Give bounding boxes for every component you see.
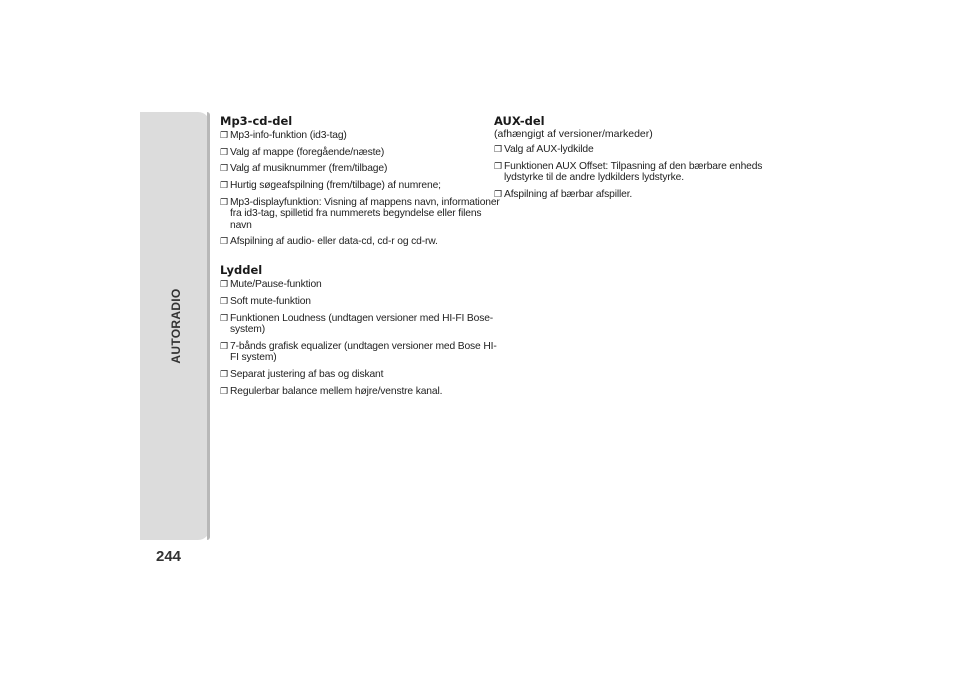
page-number: 244 — [156, 548, 182, 565]
list-item: ❐ Valg af musiknummer (frem/tilbage) — [220, 163, 388, 175]
checkbox-bullet-icon: ❐ — [220, 340, 228, 351]
checkbox-bullet-icon: ❐ — [220, 130, 228, 140]
checkbox-bullet-icon: ❐ — [220, 279, 228, 290]
list-item: ❐ Valg af mappe (foregående/næste) — [220, 146, 385, 158]
checkbox-bullet-icon: ❐ — [220, 295, 228, 306]
checkbox-bullet-icon: ❐ — [494, 160, 502, 171]
checkbox-bullet-icon: ❐ — [220, 368, 228, 379]
checkbox-bullet-icon: ❐ — [220, 312, 228, 323]
section-title-aux: AUX-del — [494, 114, 545, 128]
list-item: ❐ Afspilning af audio- eller data-cd, cd-r og cd-rw. — [220, 236, 438, 248]
section-subtitle-aux: (afhængigt af versioner/markeder) — [494, 128, 653, 140]
list-item: ❐ Afspilning af bærbar afspiller. — [494, 188, 633, 200]
section-title-sound: Lyddel — [220, 263, 263, 278]
chapter-label: AUTORADIO — [169, 288, 183, 364]
list-item: ❐ Mp3-info-funktion (id3-tag) — [220, 130, 347, 141]
list-item: ❐ 7-bånds grafisk equalizer (undtagen versioner med Bose HI-FI system) — [220, 340, 497, 364]
sound-list — [220, 279, 505, 397]
checkbox-bullet-icon: ❐ — [220, 180, 228, 191]
checkbox-bullet-icon: ❐ — [494, 188, 502, 199]
checkbox-bullet-icon: ❐ — [220, 385, 228, 396]
list-item: ❐ Hurtig søgeafspilning (frem/tilbage) af numrene; — [220, 180, 441, 192]
aux-list — [494, 144, 769, 200]
right-column — [494, 114, 769, 206]
left-column — [220, 114, 505, 402]
checkbox-bullet-icon: ❐ — [220, 196, 228, 207]
list-item: ❐ Funktionen Loudness (undtagen versioner med HI-FI Bose-system) — [220, 312, 494, 335]
checkbox-bullet-icon: ❐ — [220, 236, 228, 247]
list-item: ❐ Soft mute-funktion — [220, 295, 311, 307]
list-item: ❐ Mp3-displayfunktion: Visning af mappens navn, informationer fra id3-tag, spilletid fra nummerets begyndelse eller filens navn — [220, 196, 500, 231]
mp3-list — [220, 130, 505, 248]
checkbox-bullet-icon: ❐ — [220, 146, 228, 157]
list-item: ❐ Mute/Pause-funktion — [220, 279, 322, 291]
list-item: ❐ Funktionen AUX Offset: Tilpasning af den bærbare enheds lydstyrke til de andre lydkilders lydstyrke. — [494, 160, 763, 184]
list-item: ❐ Separat justering af bas og diskant — [220, 368, 384, 380]
list-item: ❐ Regulerbar balance mellem højre/venstre kanal. — [220, 385, 443, 397]
section-title-mp3: Mp3-cd-del — [220, 114, 293, 128]
checkbox-bullet-icon: ❐ — [220, 163, 228, 174]
list-item: ❐ Valg af AUX-lydkilde — [494, 144, 594, 155]
checkbox-bullet-icon: ❐ — [494, 144, 502, 154]
